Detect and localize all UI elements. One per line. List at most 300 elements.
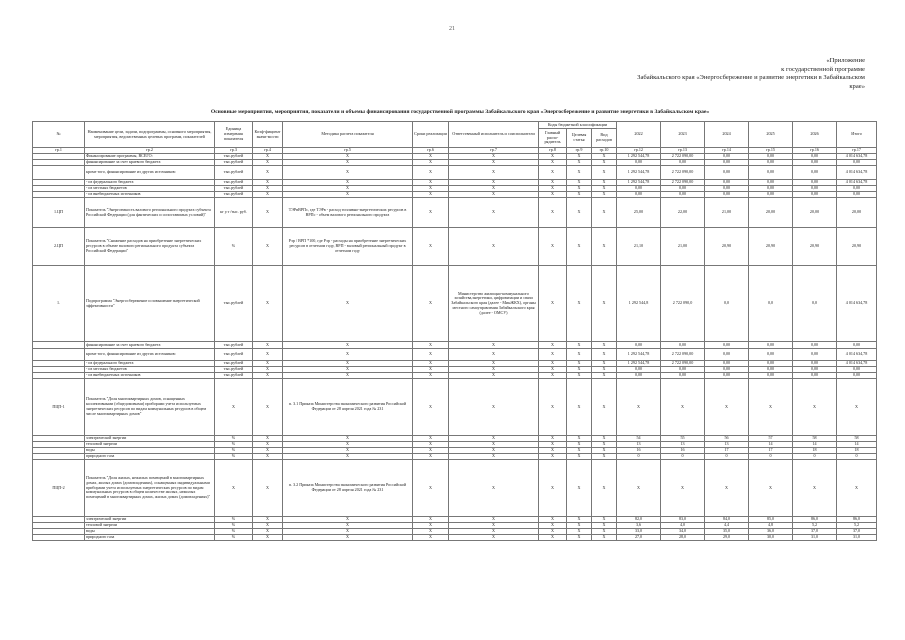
- header-year: 2025: [749, 122, 793, 148]
- table-row: [33, 228, 877, 266]
- row-terms: Х: [413, 349, 449, 361]
- row-total-value: 4 014 634,78: [837, 361, 877, 367]
- row-year-value: 84,0: [705, 517, 749, 523]
- row-method: Х: [283, 186, 413, 192]
- row-year-value: 0,00: [661, 342, 705, 349]
- row-year-value: 0,00: [749, 160, 793, 166]
- appendix-header: [580, 57, 865, 91]
- row-total-value: 4 014 634,78: [837, 166, 877, 180]
- row-main-manager: Х: [539, 180, 567, 186]
- row-year-value: 85,0: [749, 517, 793, 523]
- row-unit: тыс.рублей: [215, 192, 253, 198]
- row-name: электрической энергии: [85, 436, 215, 442]
- row-year-value: 0: [617, 454, 661, 460]
- row-coef: Х: [253, 228, 283, 266]
- header-method: Методика расчета показателя: [283, 122, 413, 148]
- row-number: [33, 535, 85, 541]
- row-name: кроме того, финансирование из других источников:: [85, 349, 215, 361]
- row-year-value: 1 292 544,78: [617, 180, 661, 186]
- row-year-value: 0,00: [793, 154, 837, 160]
- row-expense-type: Х: [592, 460, 617, 517]
- row-terms: Х: [413, 186, 449, 192]
- row-year-value: 56: [705, 436, 749, 442]
- column-number: гр.13: [661, 148, 705, 154]
- row-year-value: 0,00: [661, 160, 705, 166]
- row-total-value: 0,00: [837, 342, 877, 349]
- row-executor: Х: [449, 454, 539, 460]
- row-year-value: Х: [749, 460, 793, 517]
- header-target-item: Целевая статья: [567, 129, 592, 148]
- row-unit: %: [215, 454, 253, 460]
- row-expense-type: Х: [592, 448, 617, 454]
- row-coef: Х: [253, 186, 283, 192]
- row-year-value: 54: [617, 436, 661, 442]
- row-name: Показатель "Доля многоквартирных домов, оснащенных коллективными (общедомовыми) приборами учета используемых энергетических ресурсов по видам коммунальных ресурсов в общем числе многоквартирных домов": [85, 379, 215, 436]
- row-target-item: Х: [567, 166, 592, 180]
- row-year-value: 0,00: [705, 160, 749, 166]
- row-year-value: 20,00: [793, 198, 837, 228]
- row-total-value: 4 014 634,78: [837, 154, 877, 160]
- row-year-value: Х: [661, 460, 705, 517]
- row-terms: Х: [413, 379, 449, 436]
- row-year-value: 55: [661, 436, 705, 442]
- row-year-value: 57: [749, 436, 793, 442]
- row-method: Х: [283, 349, 413, 361]
- row-year-value: Х: [705, 460, 749, 517]
- row-year-value: 13: [705, 442, 749, 448]
- row-executor: Х: [449, 535, 539, 541]
- row-unit: тыс.рублей: [215, 342, 253, 349]
- row-year-value: 36,0: [749, 529, 793, 535]
- row-number: 1.ЦП: [33, 198, 85, 228]
- row-method: Х: [283, 166, 413, 180]
- row-executor: Х: [449, 373, 539, 379]
- row-number: ПЦП-2: [33, 460, 85, 517]
- row-terms: Х: [413, 192, 449, 198]
- row-name: - из местных бюджетов: [85, 186, 215, 192]
- row-main-manager: Х: [539, 342, 567, 349]
- row-year-value: 14: [793, 442, 837, 448]
- row-unit: %: [215, 535, 253, 541]
- row-executor: Министерство жилищно-коммунального хозяйства,энергетики, цифровизации и связи Забайкальского края (далее - МинЖКХ), органы местного самоуправления Забайкальского края (далее - ОМСУ): [449, 266, 539, 342]
- row-main-manager: Х: [539, 442, 567, 448]
- row-year-value: 58: [793, 436, 837, 442]
- row-year-value: 0,00: [793, 186, 837, 192]
- row-method: Х: [283, 454, 413, 460]
- row-main-manager: Х: [539, 186, 567, 192]
- row-executor: Х: [449, 154, 539, 160]
- row-target-item: Х: [567, 180, 592, 186]
- row-total-value: 5,2: [837, 523, 877, 529]
- row-name: Показатель "Снижение расходов на приобретение энергетических ресурсов в объеме валового регионального продукта субъекта Российской Федерации": [85, 228, 215, 266]
- row-terms: Х: [413, 454, 449, 460]
- row-terms: Х: [413, 166, 449, 180]
- row-year-value: 4,8: [749, 523, 793, 529]
- row-year-value: 4,0: [661, 523, 705, 529]
- row-terms: Х: [413, 535, 449, 541]
- row-year-value: 34,0: [661, 529, 705, 535]
- row-name: Подпрограмма "Энергосбережение и повышение энергетической эффективности": [85, 266, 215, 342]
- column-number: гр.15: [749, 148, 793, 154]
- row-name: воды: [85, 448, 215, 454]
- column-number: гр.4: [253, 148, 283, 154]
- row-year-value: 0,00: [749, 186, 793, 192]
- row-year-value: Х: [661, 379, 705, 436]
- row-name: финансирование за счет краевого бюджета: [85, 342, 215, 349]
- row-main-manager: Х: [539, 517, 567, 523]
- row-name: - из федерального бюджета: [85, 361, 215, 367]
- row-year-value: 2 722 090,00: [661, 166, 705, 180]
- row-year-value: Х: [749, 379, 793, 436]
- row-executor: Х: [449, 442, 539, 448]
- row-coef: Х: [253, 166, 283, 180]
- row-expense-type: Х: [592, 454, 617, 460]
- row-executor: Х: [449, 529, 539, 535]
- row-name: электрической энергии: [85, 517, 215, 523]
- row-executor: Х: [449, 342, 539, 349]
- row-coef: Х: [253, 379, 283, 436]
- row-unit: Х: [215, 460, 253, 517]
- row-method: п. 3.2 Приказа Министерства экономического развития Российской Федерации от 28 апреля 2021 года № 231: [283, 460, 413, 517]
- column-number: гр.16: [793, 148, 837, 154]
- row-terms: Х: [413, 529, 449, 535]
- row-year-value: 0,00: [793, 367, 837, 373]
- row-main-manager: Х: [539, 523, 567, 529]
- row-year-value: 0,00: [617, 192, 661, 198]
- appendix-line: Забайкальского края «Энергосбережение и развитие энергетики в Забайкальском: [637, 74, 865, 82]
- row-expense-type: Х: [592, 228, 617, 266]
- row-total-value: 86,0: [837, 517, 877, 523]
- row-target-item: Х: [567, 154, 592, 160]
- row-method: Х: [283, 160, 413, 166]
- row-total-value: Х: [837, 379, 877, 436]
- row-year-value: Х: [793, 379, 837, 436]
- row-year-value: 0,00: [705, 166, 749, 180]
- row-terms: Х: [413, 198, 449, 228]
- row-executor: Х: [449, 436, 539, 442]
- row-year-value: Х: [617, 379, 661, 436]
- row-target-item: Х: [567, 198, 592, 228]
- row-unit: тыс.рублей: [215, 373, 253, 379]
- column-number: гр.1: [33, 148, 85, 154]
- row-unit: тыс.рублей: [215, 367, 253, 373]
- row-year-value: 0,00: [793, 192, 837, 198]
- row-main-manager: Х: [539, 454, 567, 460]
- row-target-item: Х: [567, 517, 592, 523]
- page-number: 21: [449, 26, 455, 32]
- row-name: воды: [85, 529, 215, 535]
- row-year-value: 0,00: [705, 192, 749, 198]
- row-method: Х: [283, 529, 413, 535]
- row-method: Х: [283, 442, 413, 448]
- row-year-value: 30,0: [749, 535, 793, 541]
- row-year-value: 0,00: [705, 186, 749, 192]
- row-method: Х: [283, 517, 413, 523]
- row-terms: Х: [413, 342, 449, 349]
- row-coef: Х: [253, 180, 283, 186]
- row-year-value: 2 722 090,00: [661, 361, 705, 367]
- row-year-value: 18: [793, 448, 837, 454]
- row-total-value: 4 014 634,78: [837, 180, 877, 186]
- row-name: Показатель "Доля жилых, нежилых помещений в многоквартирных домах, жилых домах (домовладениях), оснащенных индивидуальными приборами учета используемых энергетических ресурсов по видам коммунальных ресурсов в общем количестве жилых, нежилых помещений в многоквартирных домах, жилых домах (домовладениях)": [85, 460, 215, 517]
- table-row: [33, 198, 877, 228]
- row-total-value: 4 014 634,78: [837, 266, 877, 342]
- row-expense-type: Х: [592, 198, 617, 228]
- column-number: гр.10: [592, 148, 617, 154]
- row-target-item: Х: [567, 523, 592, 529]
- row-target-item: Х: [567, 160, 592, 166]
- row-total-value: 20,90: [837, 228, 877, 266]
- row-executor: Х: [449, 517, 539, 523]
- row-year-value: 1 292 544,78: [617, 349, 661, 361]
- row-year-value: 0: [749, 454, 793, 460]
- row-year-value: 82,0: [617, 517, 661, 523]
- row-year-value: 20,90: [705, 228, 749, 266]
- row-method: Х: [283, 180, 413, 186]
- row-unit: %: [215, 436, 253, 442]
- row-name: природного газа: [85, 454, 215, 460]
- row-target-item: Х: [567, 373, 592, 379]
- row-target-item: Х: [567, 454, 592, 460]
- row-method: Х: [283, 154, 413, 160]
- row-year-value: 0,0: [793, 266, 837, 342]
- row-target-item: Х: [567, 448, 592, 454]
- row-coef: Х: [253, 529, 283, 535]
- row-executor: Х: [449, 198, 539, 228]
- row-year-value: 0,00: [749, 349, 793, 361]
- table-row: [33, 379, 877, 436]
- row-target-item: Х: [567, 192, 592, 198]
- row-unit: тыс.рублей: [215, 266, 253, 342]
- column-number: гр.14: [705, 148, 749, 154]
- column-number: гр.9: [567, 148, 592, 154]
- header-expense-type: Вид расходов: [592, 129, 617, 148]
- row-terms: Х: [413, 154, 449, 160]
- row-year-value: 0,00: [793, 361, 837, 367]
- row-coef: Х: [253, 342, 283, 349]
- row-unit: кг у.т /тыс. руб.: [215, 198, 253, 228]
- row-executor: Х: [449, 367, 539, 373]
- row-terms: Х: [413, 460, 449, 517]
- row-target-item: Х: [567, 361, 592, 367]
- row-year-value: 0,00: [661, 186, 705, 192]
- row-expense-type: Х: [592, 186, 617, 192]
- column-number: гр.7: [449, 148, 539, 154]
- row-terms: Х: [413, 517, 449, 523]
- row-unit: %: [215, 228, 253, 266]
- row-name: Финансирование программы, ВСЕГО:: [85, 154, 215, 160]
- row-expense-type: Х: [592, 517, 617, 523]
- header-terms: Сроки реализации: [413, 122, 449, 148]
- row-unit: %: [215, 442, 253, 448]
- row-year-value: 0,00: [793, 373, 837, 379]
- header-executor: Ответственный исполнитель и соисполнители: [449, 122, 539, 148]
- row-total-value: 0: [837, 454, 877, 460]
- row-main-manager: Х: [539, 436, 567, 442]
- row-year-value: 0,00: [749, 192, 793, 198]
- row-year-value: 20,00: [749, 198, 793, 228]
- column-number: гр.3: [215, 148, 253, 154]
- row-total-value: 18: [837, 448, 877, 454]
- row-main-manager: Х: [539, 166, 567, 180]
- row-unit: тыс.рублей: [215, 166, 253, 180]
- row-unit: тыс.рублей: [215, 186, 253, 192]
- row-year-value: 13: [661, 442, 705, 448]
- row-year-value: 22,00: [661, 198, 705, 228]
- row-terms: Х: [413, 180, 449, 186]
- row-terms: Х: [413, 266, 449, 342]
- header-budget-codes: Коды бюджетной классификации: [539, 122, 617, 129]
- row-terms: Х: [413, 228, 449, 266]
- row-coef: Х: [253, 361, 283, 367]
- row-coef: Х: [253, 160, 283, 166]
- row-expense-type: Х: [592, 523, 617, 529]
- row-method: Х: [283, 448, 413, 454]
- table-row: [33, 535, 877, 541]
- row-unit: тыс.рублей: [215, 154, 253, 160]
- row-total-value: 20,00: [837, 198, 877, 228]
- row-expense-type: Х: [592, 373, 617, 379]
- row-executor: Х: [449, 160, 539, 166]
- row-total-value: 4 014 634,78: [837, 349, 877, 361]
- row-executor: Х: [449, 186, 539, 192]
- row-year-value: 0: [793, 454, 837, 460]
- row-main-manager: Х: [539, 529, 567, 535]
- row-year-value: 17: [705, 448, 749, 454]
- row-target-item: Х: [567, 186, 592, 192]
- row-total-value: 0,00: [837, 160, 877, 166]
- row-total-value: 37,0: [837, 529, 877, 535]
- row-total-value: 14: [837, 442, 877, 448]
- row-year-value: 37,0: [793, 529, 837, 535]
- row-method: Х: [283, 436, 413, 442]
- row-year-value: 0,0: [705, 266, 749, 342]
- row-main-manager: Х: [539, 379, 567, 436]
- row-target-item: Х: [567, 529, 592, 535]
- row-total-value: 0,00: [837, 186, 877, 192]
- row-coef: Х: [253, 535, 283, 541]
- row-executor: Х: [449, 448, 539, 454]
- row-expense-type: Х: [592, 361, 617, 367]
- row-year-value: 0,00: [749, 373, 793, 379]
- row-main-manager: Х: [539, 373, 567, 379]
- row-terms: Х: [413, 442, 449, 448]
- row-year-value: 2 722 090,00: [661, 154, 705, 160]
- row-expense-type: Х: [592, 192, 617, 198]
- row-target-item: Х: [567, 367, 592, 373]
- row-year-value: 0,00: [617, 342, 661, 349]
- row-year-value: Х: [793, 460, 837, 517]
- row-name: кроме того, финансирование из других источников:: [85, 166, 215, 180]
- row-terms: Х: [413, 361, 449, 367]
- row-main-manager: Х: [539, 448, 567, 454]
- header-row: [33, 122, 877, 129]
- row-expense-type: Х: [592, 266, 617, 342]
- row-coef: Х: [253, 266, 283, 342]
- row-year-value: 1 292 544,78: [617, 361, 661, 367]
- row-year-value: 4,4: [705, 523, 749, 529]
- row-year-value: 86,0: [793, 517, 837, 523]
- row-target-item: Х: [567, 266, 592, 342]
- header-main-manager: Главный распо-рядитель: [539, 129, 567, 148]
- row-year-value: 0,00: [705, 349, 749, 361]
- row-year-value: 0,00: [705, 342, 749, 349]
- table-row: [33, 349, 877, 361]
- appendix-line: «Приложение: [826, 57, 865, 64]
- table-row: [33, 166, 877, 180]
- row-name: тепловой энергии: [85, 523, 215, 529]
- row-method: Х: [283, 373, 413, 379]
- row-executor: Х: [449, 349, 539, 361]
- row-name: тепловой энергии: [85, 442, 215, 448]
- row-executor: Х: [449, 180, 539, 186]
- row-coef: Х: [253, 192, 283, 198]
- row-year-value: 0,00: [793, 342, 837, 349]
- row-year-value: 0,00: [793, 166, 837, 180]
- row-year-value: 13: [617, 442, 661, 448]
- row-year-value: 27,0: [617, 535, 661, 541]
- row-method: Х: [283, 535, 413, 541]
- row-name: - из внебюджетных источников: [85, 373, 215, 379]
- row-method: ТЭРвВРПс, где ТЭРв - расход топливно-энергетических ресурсов в ВРПс - объем валового регионального продукта: [283, 198, 413, 228]
- row-name: финансирование за счет краевого бюджета: [85, 160, 215, 166]
- row-expense-type: Х: [592, 166, 617, 180]
- row-expense-type: Х: [592, 180, 617, 186]
- row-main-manager: Х: [539, 228, 567, 266]
- row-number: 1.: [33, 266, 85, 342]
- row-year-value: 0,00: [793, 180, 837, 186]
- row-target-item: Х: [567, 342, 592, 349]
- row-year-value: 25,00: [617, 198, 661, 228]
- row-target-item: Х: [567, 436, 592, 442]
- row-unit: %: [215, 448, 253, 454]
- appendix-line: к государственной программе: [781, 65, 865, 73]
- row-expense-type: Х: [592, 442, 617, 448]
- row-year-value: 0,00: [661, 192, 705, 198]
- row-coef: Х: [253, 349, 283, 361]
- row-expense-type: Х: [592, 342, 617, 349]
- row-name: - из федерального бюджета: [85, 180, 215, 186]
- row-executor: Х: [449, 523, 539, 529]
- column-number: гр.12: [617, 148, 661, 154]
- row-coef: Х: [253, 448, 283, 454]
- table-title: Основные мероприятия, мероприятия, показатели и объемы финансирования государственной программы Забайкальского края «Энергосбережение и развитие энергетики в Забайкальском крае»: [210, 109, 710, 115]
- row-expense-type: Х: [592, 436, 617, 442]
- row-coef: Х: [253, 154, 283, 160]
- row-unit: Х: [215, 379, 253, 436]
- row-executor: Х: [449, 192, 539, 198]
- row-number: [33, 166, 85, 180]
- row-year-value: 0,00: [705, 154, 749, 160]
- row-coef: Х: [253, 454, 283, 460]
- row-coef: Х: [253, 460, 283, 517]
- row-year-value: 3,6: [617, 523, 661, 529]
- row-number: [33, 349, 85, 361]
- row-main-manager: Х: [539, 535, 567, 541]
- row-year-value: 0,00: [793, 349, 837, 361]
- row-year-value: 21,00: [705, 198, 749, 228]
- row-method: Х: [283, 361, 413, 367]
- row-main-manager: Х: [539, 198, 567, 228]
- row-year-value: 16: [617, 448, 661, 454]
- row-expense-type: Х: [592, 154, 617, 160]
- row-year-value: 33,0: [617, 529, 661, 535]
- row-unit: тыс.рублей: [215, 349, 253, 361]
- row-year-value: 0,00: [661, 367, 705, 373]
- row-year-value: 0,00: [793, 160, 837, 166]
- row-executor: Х: [449, 361, 539, 367]
- row-main-manager: Х: [539, 460, 567, 517]
